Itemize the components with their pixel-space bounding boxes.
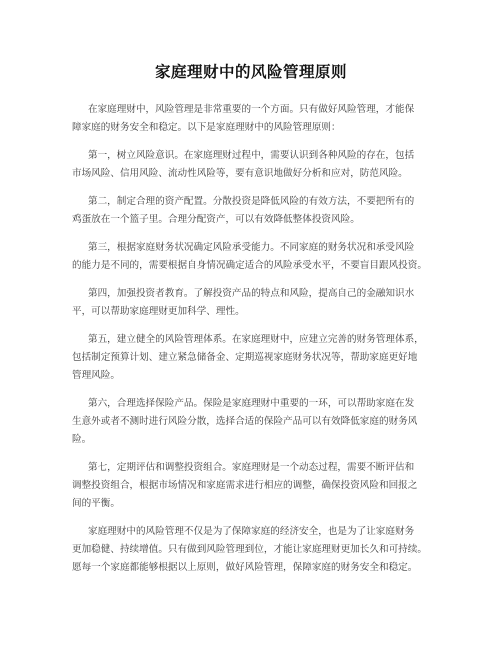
- paragraph-line: 第六，合理选择保险产品。保险是家庭理财中重要的一环，可以帮助家庭在发: [88, 398, 415, 409]
- paragraph-line: 家庭理财中的风险管理不仅是为了保障家庭的经济安全，也是为了让家庭财务: [88, 526, 415, 537]
- paragraph-line: 第四，加强投资者教育。了解投资产品的特点和风险，提高自己的金融知识水: [88, 288, 415, 299]
- paragraph-line: 调整投资组合，根据市场情况和家庭需求进行相应的调整，确保投资风险和回报之: [72, 480, 418, 491]
- paragraph-line: 生意外或者不测时进行风险分散，选择合适的保险产品可以有效降低家庭的财务风: [72, 416, 418, 427]
- paragraph-line: 险。: [72, 434, 92, 445]
- paragraph-line: 第五，建立健全的风险管理体系。在家庭理财中，应建立完善的财务管理体系，: [88, 334, 424, 345]
- paragraph-line: 障家庭的财务安全和稳定。以下是家庭理财中的风险管理原则：: [72, 122, 341, 133]
- paragraph-principle-3: [72, 239, 434, 275]
- paragraph-line: 包括制定预算计划、建立紧急储备金、定期巡视家庭财务状况等，帮助家庭更好地: [72, 352, 418, 363]
- paragraph-line: 愿每一个家庭都能够根据以上原则，做好风险管理，保障家庭的财务安全和稳定。: [72, 562, 418, 573]
- paragraph-line: 管理风险。: [72, 370, 120, 381]
- document-title: 家庭理财中的风险管理原则: [154, 63, 347, 81]
- paragraph-line: 第二，制定合理的资产配置。分散投资是降低风险的有效方法，不要把所有的: [88, 196, 415, 207]
- paragraph-intro: [72, 101, 434, 137]
- paragraph-line: 第一，树立风险意识。在家庭理财过程中，需要认识到各种风险的存在，包括: [88, 150, 415, 161]
- paragraph-line: 第七，定期评估和调整投资组合。家庭理财是一个动态过程，需要不断评估和: [88, 462, 415, 473]
- paragraph-principle-4: [72, 285, 434, 321]
- paragraph-principle-5: [72, 331, 434, 385]
- paragraph-principle-2: [72, 193, 434, 229]
- paragraph-principle-6: [72, 395, 434, 449]
- paragraph-conclusion: [72, 523, 434, 577]
- paragraph-line: 的能力是不同的，需要根据自身情况确定适合的风险承受水平，不要盲目跟风投资。: [72, 260, 427, 271]
- paragraph-line: 间的平衡。: [72, 498, 120, 509]
- paragraph-line: 市场风险、信用风险、流动性风险等，要有意识地做好分析和应对，防范风险。: [72, 168, 408, 179]
- paragraph-principle-1: [72, 147, 434, 183]
- paragraph-line: 第三，根据家庭财务状况确定风险承受能力。不同家庭的财务状况和承受风险: [88, 242, 415, 253]
- paragraph-principle-7: [72, 459, 434, 513]
- paragraph-line: 鸡蛋放在一个篮子里。合理分配资产，可以有效降低整体投资风险。: [72, 214, 360, 225]
- paragraph-line: 在家庭理财中，风险管理是非常重要的一个方面。只有做好风险管理，才能保: [88, 104, 415, 115]
- paragraph-line: 平，可以帮助家庭理财更加科学、理性。: [72, 306, 245, 317]
- paragraph-line: 更加稳健、持续增值。只有做到风险管理到位，才能让家庭理财更加长久和可持续。: [72, 544, 427, 555]
